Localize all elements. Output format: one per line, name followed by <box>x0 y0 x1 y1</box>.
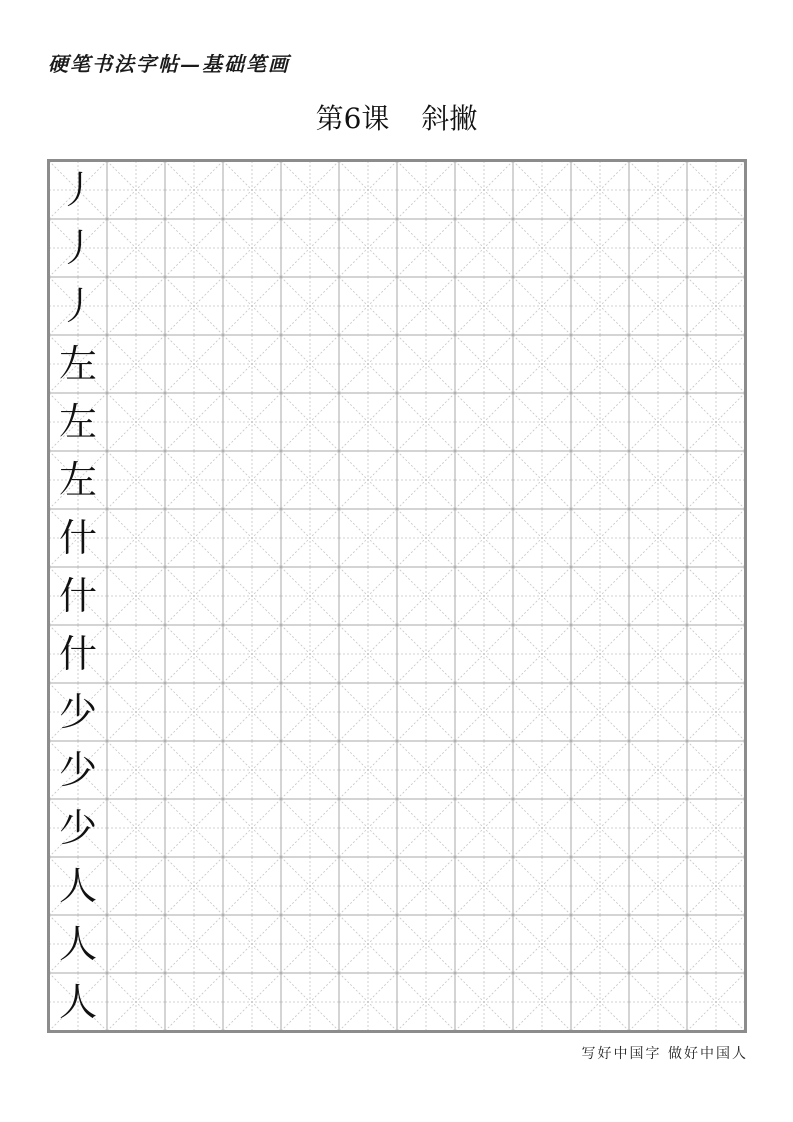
model-character: 少 <box>58 806 97 850</box>
practice-grid <box>47 159 747 1033</box>
mi-zi-grid <box>47 159 747 1033</box>
model-character: 丿 <box>58 168 97 212</box>
model-character: 人 <box>58 980 97 1024</box>
model-character: 什 <box>58 574 97 618</box>
series-title: 硬笔书法字帖—基础笔画 <box>48 52 290 76</box>
model-character: 少 <box>58 690 97 734</box>
model-character: 什 <box>58 632 97 676</box>
model-character: 丿 <box>58 226 97 270</box>
model-character: 人 <box>58 864 97 908</box>
model-character: 左 <box>58 458 97 502</box>
lesson-number: 第6课 <box>315 102 390 135</box>
lesson-title <box>0 97 793 137</box>
model-character: 什 <box>58 516 97 560</box>
model-character: 人 <box>58 922 97 966</box>
lesson-name: 斜撇 <box>421 102 478 135</box>
model-character: 左 <box>58 342 97 386</box>
model-character: 左 <box>58 400 97 444</box>
model-character: 丿 <box>58 284 97 328</box>
model-character: 少 <box>58 748 97 792</box>
footer-slogan: 写好中国字 做好中国人 <box>581 1046 748 1062</box>
model-character-column <box>47 159 107 1033</box>
